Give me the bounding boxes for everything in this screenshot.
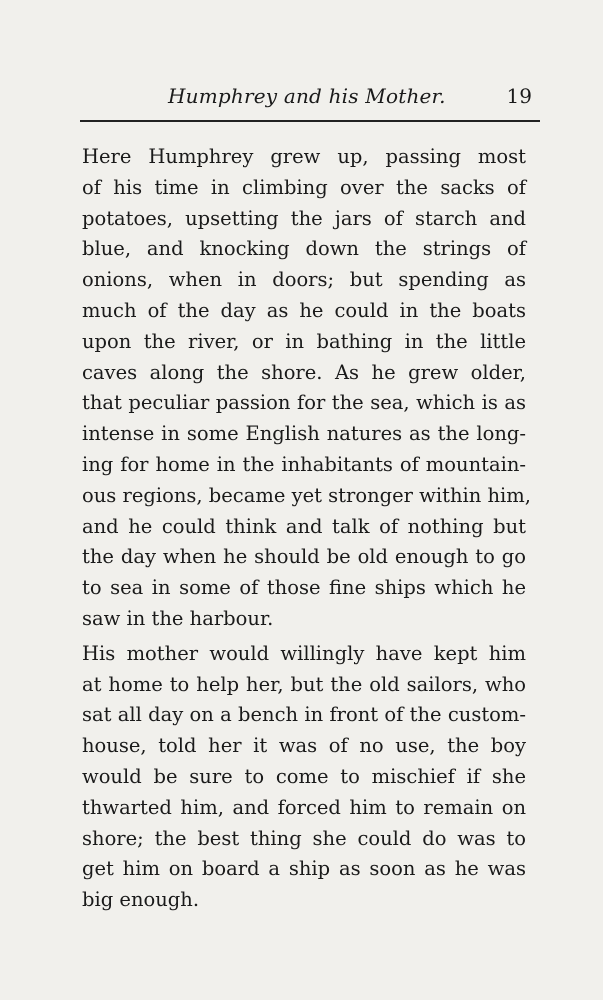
text-line: at home to help her, but the old sailors, who (82, 672, 526, 696)
text-line: to sea in some of those fine ships which he (82, 576, 526, 600)
text-line: the day when he should be old enough to go (82, 545, 526, 569)
text-line: sat all day on a bench in front of the custom- (82, 703, 526, 727)
text-line: get him on board a ship as soon as he was (82, 857, 526, 881)
header-rule (80, 120, 540, 122)
text-line: thwarted him, and forced him to remain on (82, 795, 526, 819)
text-line: ous regions, became yet stronger within him, (82, 483, 531, 507)
text-line: upon the river, or in bathing in the little (82, 329, 526, 353)
text-line: saw in the harbour. (82, 606, 274, 630)
running-title: Humphrey and his Mother. (168, 84, 446, 108)
text-line: ing for home in the inhabitants of mountain- (82, 452, 526, 476)
text-line: house, told her it was of no use, the boy (82, 734, 526, 758)
text-line: would be sure to come to mischief if she (82, 764, 526, 788)
text-line: Here Humphrey grew up, passing most (82, 145, 526, 168)
text-line: of his time in climbing over the sacks of (82, 175, 526, 199)
text-line: His mother would willingly have kept him (82, 641, 526, 665)
text-line: that peculiar passion for the sea, which is as (82, 391, 526, 415)
page-number: 19 (506, 84, 532, 108)
paragraph (82, 639, 526, 916)
text-line: and he could think and talk of nothing but (82, 514, 526, 538)
text-line: shore; the best thing she could do was to (82, 826, 526, 850)
text-line: intense in some English natures as the long- (82, 422, 526, 446)
text-line: potatoes, upsetting the jars of starch and (82, 206, 526, 230)
text-line: big enough. (82, 888, 200, 912)
text-line: caves along the shore. As he grew older, (82, 360, 526, 384)
running-head (80, 80, 538, 116)
paragraph (82, 142, 531, 635)
body-text (82, 142, 531, 916)
text-line: blue, and knocking down the strings of (82, 237, 526, 261)
text-line: much of the day as he could in the boats (82, 298, 526, 322)
text-line: onions, when in doors; but spending as (82, 268, 526, 292)
